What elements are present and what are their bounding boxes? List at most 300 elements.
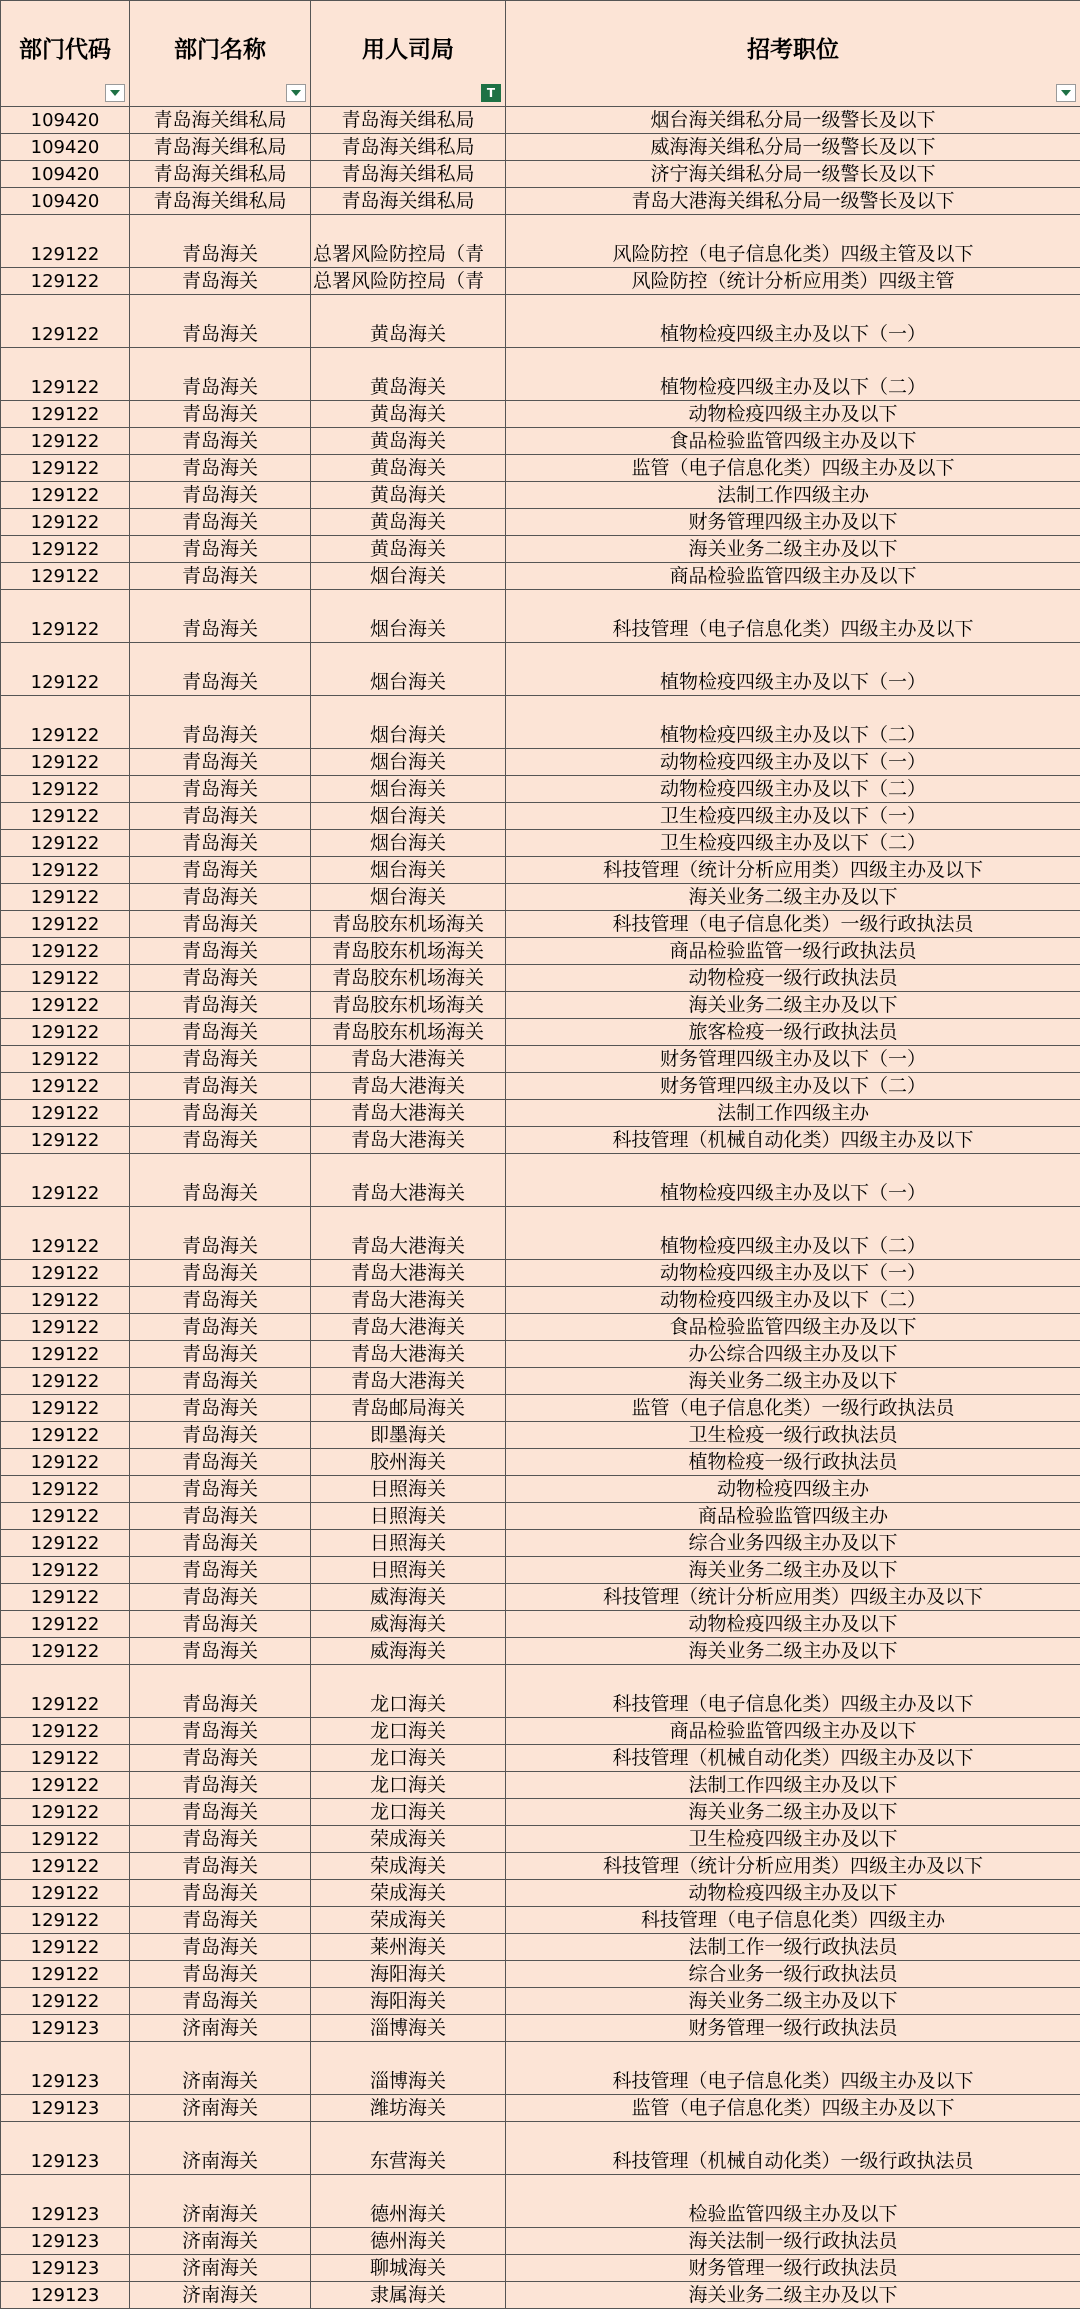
cell-dept-code[interactable]: 129123 <box>1 2282 130 2309</box>
cell-bureau[interactable]: 潍坊海关 <box>311 2095 506 2122</box>
cell-position[interactable]: 风险防控（统计分析应用类）四级主管 <box>506 268 1080 295</box>
cell-dept-name[interactable]: 青岛海关 <box>130 1584 311 1611</box>
cell-bureau[interactable]: 荣成海关 <box>311 1880 506 1907</box>
cell-dept-name[interactable]: 青岛海关 <box>130 696 311 749</box>
cell-dept-code[interactable]: 129122 <box>1 1073 130 1100</box>
cell-position[interactable]: 综合业务四级主办及以下 <box>506 1530 1080 1557</box>
cell-dept-name[interactable]: 青岛海关 <box>130 965 311 992</box>
table-row <box>1 2095 1080 2122</box>
cell-dept-code[interactable]: 109420 <box>1 188 130 215</box>
cell-position[interactable]: 济宁海关缉私分局一级警长及以下 <box>506 161 1080 188</box>
cell-bureau[interactable]: 德州海关 <box>311 2228 506 2255</box>
cell-bureau[interactable]: 青岛胶东机场海关 <box>311 911 506 938</box>
cell-position[interactable]: 动物检疫四级主办及以下 <box>506 1880 1080 1907</box>
cell-dept-name[interactable]: 青岛海关 <box>130 1557 311 1584</box>
filter-dropdown-icon[interactable] <box>286 84 306 102</box>
cell-bureau[interactable]: 龙口海关 <box>311 1745 506 1772</box>
cell-dept-code[interactable]: 129122 <box>1 1100 130 1127</box>
cell-dept-name[interactable]: 青岛海关 <box>130 1368 311 1395</box>
cell-bureau[interactable]: 青岛大港海关 <box>311 1368 506 1395</box>
cell-bureau[interactable]: 黄岛海关 <box>311 295 506 348</box>
cell-bureau[interactable]: 烟台海关 <box>311 776 506 803</box>
cell-dept-name[interactable]: 青岛海关缉私局 <box>130 161 311 188</box>
cell-position[interactable]: 植物检疫四级主办及以下（二） <box>506 696 1080 749</box>
cell-dept-code[interactable]: 129122 <box>1 1127 130 1154</box>
cell-bureau[interactable]: 青岛大港海关 <box>311 1287 506 1314</box>
cell-dept-name[interactable]: 青岛海关 <box>130 1073 311 1100</box>
cell-dept-code[interactable]: 129122 <box>1 1745 130 1772</box>
cell-position[interactable]: 植物检疫四级主办及以下（二） <box>506 348 1080 401</box>
cell-position[interactable]: 海关业务二级主办及以下 <box>506 536 1080 563</box>
table-row <box>1 1046 1080 1073</box>
cell-bureau[interactable]: 龙口海关 <box>311 1665 506 1718</box>
cell-dept-code[interactable]: 129122 <box>1 938 130 965</box>
cell-position[interactable]: 监管（电子信息化类）一级行政执法员 <box>506 1395 1080 1422</box>
cell-position[interactable]: 植物检疫四级主办及以下（一） <box>506 295 1080 348</box>
cell-dept-name[interactable]: 青岛海关 <box>130 1154 311 1207</box>
cell-dept-name[interactable]: 青岛海关 <box>130 428 311 455</box>
cell-position[interactable]: 动物检疫四级主办及以下（一） <box>506 1260 1080 1287</box>
cell-bureau[interactable]: 东营海关 <box>311 2122 506 2175</box>
cell-dept-name[interactable]: 青岛海关 <box>130 482 311 509</box>
cell-dept-name[interactable]: 济南海关 <box>130 2122 311 2175</box>
cell-dept-name[interactable]: 青岛海关 <box>130 938 311 965</box>
cell-position[interactable]: 海关业务二级主办及以下 <box>506 1638 1080 1665</box>
cell-dept-name[interactable]: 青岛海关 <box>130 268 311 295</box>
cell-dept-name[interactable]: 青岛海关 <box>130 830 311 857</box>
cell-dept-code[interactable]: 129122 <box>1 1934 130 1961</box>
table-row <box>1 1611 1080 1638</box>
cell-dept-code[interactable]: 129122 <box>1 1046 130 1073</box>
cell-dept-code[interactable]: 129122 <box>1 1638 130 1665</box>
filter-active-icon[interactable]: T <box>481 84 501 102</box>
cell-dept-code[interactable]: 129122 <box>1 1368 130 1395</box>
cell-bureau[interactable]: 青岛海关缉私局 <box>311 107 506 134</box>
cell-dept-name[interactable]: 青岛海关 <box>130 1853 311 1880</box>
cell-bureau[interactable]: 淄博海关 <box>311 2015 506 2042</box>
cell-dept-code[interactable]: 129122 <box>1 1907 130 1934</box>
cell-bureau[interactable]: 烟台海关 <box>311 563 506 590</box>
cell-position[interactable]: 法制工作四级主办及以下 <box>506 1772 1080 1799</box>
cell-dept-code[interactable]: 129122 <box>1 509 130 536</box>
cell-position[interactable]: 综合业务一级行政执法员 <box>506 1961 1080 1988</box>
table-row <box>1 1530 1080 1557</box>
cell-position[interactable]: 动物检疫四级主办及以下 <box>506 1611 1080 1638</box>
cell-bureau[interactable]: 荣成海关 <box>311 1907 506 1934</box>
cell-position[interactable]: 旅客检疫一级行政执法员 <box>506 1019 1080 1046</box>
cell-dept-code[interactable]: 129123 <box>1 2255 130 2282</box>
cell-dept-code[interactable]: 129122 <box>1 776 130 803</box>
cell-position[interactable]: 动物检疫四级主办及以下（二） <box>506 1287 1080 1314</box>
cell-position[interactable]: 科技管理（机械自动化类）四级主办及以下 <box>506 1127 1080 1154</box>
cell-position[interactable]: 财务管理四级主办及以下（二） <box>506 1073 1080 1100</box>
cell-dept-name[interactable]: 青岛海关 <box>130 884 311 911</box>
cell-dept-name[interactable]: 青岛海关缉私局 <box>130 107 311 134</box>
cell-position[interactable]: 办公综合四级主办及以下 <box>506 1341 1080 1368</box>
cell-dept-name[interactable]: 青岛海关 <box>130 1826 311 1853</box>
cell-dept-name[interactable]: 青岛海关 <box>130 1019 311 1046</box>
cell-position[interactable]: 科技管理（电子信息化类）四级主办 <box>506 1907 1080 1934</box>
cell-dept-name[interactable]: 青岛海关 <box>130 1207 311 1260</box>
cell-dept-code[interactable]: 129122 <box>1 749 130 776</box>
cell-dept-name[interactable]: 青岛海关 <box>130 1745 311 1772</box>
cell-position[interactable]: 科技管理（电子信息化类）一级行政执法员 <box>506 911 1080 938</box>
cell-position[interactable]: 植物检疫一级行政执法员 <box>506 1449 1080 1476</box>
cell-dept-code[interactable]: 129122 <box>1 1557 130 1584</box>
cell-dept-code[interactable]: 109420 <box>1 161 130 188</box>
cell-dept-name[interactable]: 青岛海关 <box>130 1988 311 2015</box>
cell-bureau[interactable]: 黄岛海关 <box>311 428 506 455</box>
cell-dept-name[interactable]: 济南海关 <box>130 2282 311 2309</box>
cell-dept-code[interactable]: 129122 <box>1 1826 130 1853</box>
cell-bureau[interactable]: 青岛胶东机场海关 <box>311 965 506 992</box>
cell-position[interactable]: 科技管理（统计分析应用类）四级主办及以下 <box>506 1853 1080 1880</box>
cell-bureau[interactable]: 烟台海关 <box>311 749 506 776</box>
cell-bureau[interactable]: 青岛大港海关 <box>311 1341 506 1368</box>
cell-bureau[interactable]: 青岛胶东机场海关 <box>311 938 506 965</box>
cell-position[interactable]: 商品检验监管四级主办及以下 <box>506 563 1080 590</box>
cell-bureau[interactable]: 海阳海关 <box>311 1988 506 2015</box>
header-bureau <box>311 1 506 107</box>
cell-position[interactable]: 科技管理（统计分析应用类）四级主办及以下 <box>506 1584 1080 1611</box>
cell-bureau[interactable]: 日照海关 <box>311 1503 506 1530</box>
cell-dept-name[interactable]: 青岛海关 <box>130 1530 311 1557</box>
cell-bureau[interactable]: 黄岛海关 <box>311 455 506 482</box>
cell-bureau[interactable]: 威海海关 <box>311 1638 506 1665</box>
cell-dept-code[interactable]: 129122 <box>1 992 130 1019</box>
cell-position[interactable]: 动物检疫四级主办及以下（一） <box>506 749 1080 776</box>
cell-bureau[interactable]: 烟台海关 <box>311 643 506 696</box>
cell-dept-code[interactable]: 129122 <box>1 1314 130 1341</box>
cell-bureau[interactable]: 青岛大港海关 <box>311 1127 506 1154</box>
cell-position[interactable]: 动物检疫四级主办及以下（二） <box>506 776 1080 803</box>
cell-dept-code[interactable]: 129122 <box>1 1449 130 1476</box>
cell-bureau[interactable]: 青岛大港海关 <box>311 1207 506 1260</box>
cell-dept-code[interactable]: 129122 <box>1 1530 130 1557</box>
cell-dept-code[interactable]: 129122 <box>1 1287 130 1314</box>
cell-dept-name[interactable]: 青岛海关 <box>130 1611 311 1638</box>
cell-dept-name[interactable]: 青岛海关 <box>130 643 311 696</box>
table-row <box>1 1880 1080 1907</box>
cell-dept-code[interactable]: 129122 <box>1 1961 130 1988</box>
cell-dept-name[interactable]: 青岛海关 <box>130 776 311 803</box>
cell-position[interactable]: 海关业务二级主办及以下 <box>506 1557 1080 1584</box>
cell-bureau[interactable]: 青岛大港海关 <box>311 1046 506 1073</box>
cell-position[interactable]: 动物检疫一级行政执法员 <box>506 965 1080 992</box>
cell-position[interactable]: 科技管理（机械自动化类）四级主办及以下 <box>506 1745 1080 1772</box>
cell-bureau[interactable]: 黄岛海关 <box>311 509 506 536</box>
cell-bureau[interactable]: 烟台海关 <box>311 696 506 749</box>
cell-bureau[interactable]: 聊城海关 <box>311 2255 506 2282</box>
cell-bureau[interactable]: 莱州海关 <box>311 1934 506 1961</box>
cell-position[interactable]: 商品检验监管四级主办 <box>506 1503 1080 1530</box>
cell-bureau[interactable]: 德州海关 <box>311 2175 506 2228</box>
cell-position[interactable]: 检验监管四级主办及以下 <box>506 2175 1080 2228</box>
cell-dept-name[interactable]: 青岛海关 <box>130 1718 311 1745</box>
table-row <box>1 643 1080 696</box>
cell-position[interactable]: 科技管理（统计分析应用类）四级主办及以下 <box>506 857 1080 884</box>
table-row <box>1 938 1080 965</box>
cell-dept-name[interactable]: 济南海关 <box>130 2042 311 2095</box>
cell-dept-code[interactable]: 129122 <box>1 295 130 348</box>
cell-dept-name[interactable]: 青岛海关 <box>130 1961 311 1988</box>
cell-bureau[interactable]: 日照海关 <box>311 1476 506 1503</box>
cell-bureau[interactable]: 青岛大港海关 <box>311 1100 506 1127</box>
cell-bureau[interactable]: 海阳海关 <box>311 1961 506 1988</box>
filter-dropdown-icon[interactable] <box>105 84 125 102</box>
cell-bureau[interactable]: 胶州海关 <box>311 1449 506 1476</box>
cell-dept-name[interactable]: 青岛海关 <box>130 1449 311 1476</box>
cell-bureau[interactable]: 烟台海关 <box>311 884 506 911</box>
cell-bureau[interactable]: 日照海关 <box>311 1530 506 1557</box>
cell-dept-code[interactable]: 129122 <box>1 911 130 938</box>
cell-bureau[interactable]: 龙口海关 <box>311 1799 506 1826</box>
cell-bureau[interactable]: 青岛大港海关 <box>311 1314 506 1341</box>
cell-dept-code[interactable]: 129122 <box>1 830 130 857</box>
cell-position[interactable]: 动物检疫四级主办 <box>506 1476 1080 1503</box>
cell-dept-name[interactable]: 青岛海关 <box>130 1046 311 1073</box>
cell-dept-code[interactable]: 129122 <box>1 268 130 295</box>
cell-bureau[interactable]: 黄岛海关 <box>311 348 506 401</box>
cell-dept-code[interactable]: 129122 <box>1 536 130 563</box>
cell-position[interactable]: 植物检疫四级主办及以下（一） <box>506 643 1080 696</box>
cell-dept-code[interactable]: 129122 <box>1 401 130 428</box>
cell-dept-code[interactable]: 129122 <box>1 482 130 509</box>
cell-dept-name[interactable]: 青岛海关 <box>130 1476 311 1503</box>
cell-bureau[interactable]: 青岛海关缉私局 <box>311 134 506 161</box>
cell-dept-code[interactable]: 129122 <box>1 1718 130 1745</box>
cell-position[interactable]: 青岛大港海关缉私分局一级警长及以下 <box>506 188 1080 215</box>
cell-bureau[interactable]: 威海海关 <box>311 1584 506 1611</box>
cell-dept-name[interactable]: 济南海关 <box>130 2095 311 2122</box>
cell-dept-code[interactable]: 109420 <box>1 107 130 134</box>
cell-bureau[interactable]: 荣成海关 <box>311 1853 506 1880</box>
cell-position[interactable]: 财务管理一级行政执法员 <box>506 2015 1080 2042</box>
cell-dept-name[interactable]: 青岛海关 <box>130 1100 311 1127</box>
cell-bureau[interactable]: 青岛胶东机场海关 <box>311 992 506 1019</box>
cell-bureau[interactable]: 青岛海关缉私局 <box>311 188 506 215</box>
cell-position[interactable]: 商品检验监管四级主办及以下 <box>506 1718 1080 1745</box>
cell-bureau[interactable]: 烟台海关 <box>311 803 506 830</box>
cell-dept-name[interactable]: 青岛海关 <box>130 1395 311 1422</box>
cell-dept-code[interactable]: 129122 <box>1 1395 130 1422</box>
cell-dept-code[interactable]: 129122 <box>1 1154 130 1207</box>
cell-position[interactable]: 海关法制一级行政执法员 <box>506 2228 1080 2255</box>
cell-position[interactable]: 财务管理一级行政执法员 <box>506 2255 1080 2282</box>
cell-position[interactable]: 科技管理（电子信息化类）四级主办及以下 <box>506 590 1080 643</box>
cell-dept-code[interactable]: 129122 <box>1 1611 130 1638</box>
cell-dept-name[interactable]: 青岛海关 <box>130 803 311 830</box>
cell-bureau[interactable]: 龙口海关 <box>311 1718 506 1745</box>
filter-dropdown-icon[interactable] <box>1056 84 1076 102</box>
cell-bureau[interactable]: 淄博海关 <box>311 2042 506 2095</box>
cell-dept-name[interactable]: 青岛海关缉私局 <box>130 134 311 161</box>
cell-position[interactable]: 烟台海关缉私分局一级警长及以下 <box>506 107 1080 134</box>
cell-dept-code[interactable]: 129122 <box>1 965 130 992</box>
cell-dept-name[interactable]: 青岛海关 <box>130 911 311 938</box>
cell-position[interactable]: 植物检疫四级主办及以下（二） <box>506 1207 1080 1260</box>
cell-bureau[interactable]: 总署风险防控局（青 <box>311 268 506 295</box>
cell-position[interactable]: 法制工作四级主办 <box>506 1100 1080 1127</box>
cell-dept-name[interactable]: 济南海关 <box>130 2015 311 2042</box>
table-row <box>1 188 1080 215</box>
cell-bureau[interactable]: 青岛胶东机场海关 <box>311 1019 506 1046</box>
cell-bureau[interactable]: 烟台海关 <box>311 857 506 884</box>
cell-position[interactable]: 食品检验监管四级主办及以下 <box>506 1314 1080 1341</box>
cell-dept-code[interactable]: 129122 <box>1 1019 130 1046</box>
cell-dept-name[interactable]: 青岛海关 <box>130 348 311 401</box>
cell-dept-code[interactable]: 129123 <box>1 2122 130 2175</box>
cell-dept-name[interactable]: 青岛海关 <box>130 1127 311 1154</box>
cell-position[interactable]: 法制工作四级主办 <box>506 482 1080 509</box>
cell-position[interactable]: 海关业务二级主办及以下 <box>506 992 1080 1019</box>
cell-position[interactable]: 监管（电子信息化类）四级主办及以下 <box>506 455 1080 482</box>
cell-position[interactable]: 海关业务二级主办及以下 <box>506 2282 1080 2309</box>
cell-dept-code[interactable]: 129123 <box>1 2095 130 2122</box>
cell-dept-name[interactable]: 青岛海关 <box>130 1260 311 1287</box>
cell-bureau[interactable]: 青岛大港海关 <box>311 1154 506 1207</box>
cell-bureau[interactable]: 青岛大港海关 <box>311 1260 506 1287</box>
cell-dept-code[interactable]: 129122 <box>1 696 130 749</box>
cell-dept-code[interactable]: 129122 <box>1 1476 130 1503</box>
cell-dept-code[interactable]: 129122 <box>1 1422 130 1449</box>
cell-position[interactable]: 动物检疫四级主办及以下 <box>506 401 1080 428</box>
cell-dept-name[interactable]: 青岛海关 <box>130 1341 311 1368</box>
cell-dept-code[interactable]: 129122 <box>1 857 130 884</box>
cell-dept-code[interactable]: 129122 <box>1 1988 130 2015</box>
header-position <box>506 1 1080 107</box>
cell-bureau[interactable]: 隶属海关 <box>311 2282 506 2309</box>
cell-bureau[interactable]: 总署风险防控局（青 <box>311 215 506 268</box>
cell-bureau[interactable]: 黄岛海关 <box>311 536 506 563</box>
cell-dept-name[interactable]: 青岛海关 <box>130 1934 311 1961</box>
cell-dept-name[interactable]: 济南海关 <box>130 2175 311 2228</box>
cell-dept-name[interactable]: 青岛海关 <box>130 563 311 590</box>
cell-dept-name[interactable]: 青岛海关 <box>130 295 311 348</box>
cell-dept-code[interactable]: 129122 <box>1 1584 130 1611</box>
table-row <box>1 1395 1080 1422</box>
header-label: 部门名称 <box>174 36 266 63</box>
cell-position[interactable]: 科技管理（电子信息化类）四级主办及以下 <box>506 1665 1080 1718</box>
cell-position[interactable]: 海关业务二级主办及以下 <box>506 1988 1080 2015</box>
cell-dept-code[interactable]: 129122 <box>1 1341 130 1368</box>
cell-bureau[interactable]: 荣成海关 <box>311 1826 506 1853</box>
cell-dept-name[interactable]: 青岛海关 <box>130 1799 311 1826</box>
cell-position[interactable]: 商品检验监管一级行政执法员 <box>506 938 1080 965</box>
cell-dept-name[interactable]: 青岛海关 <box>130 1503 311 1530</box>
cell-dept-code[interactable]: 129123 <box>1 2042 130 2095</box>
cell-dept-code[interactable]: 129122 <box>1 1207 130 1260</box>
cell-bureau[interactable]: 青岛邮局海关 <box>311 1395 506 1422</box>
cell-dept-code[interactable]: 129122 <box>1 1772 130 1799</box>
cell-bureau[interactable]: 烟台海关 <box>311 590 506 643</box>
cell-position[interactable]: 科技管理（电子信息化类）四级主办及以下 <box>506 2042 1080 2095</box>
table-row <box>1 992 1080 1019</box>
cell-dept-code[interactable]: 129122 <box>1 215 130 268</box>
cell-position[interactable]: 科技管理（机械自动化类）一级行政执法员 <box>506 2122 1080 2175</box>
cell-dept-name[interactable]: 青岛海关 <box>130 455 311 482</box>
cell-position[interactable]: 卫生检疫四级主办及以下（二） <box>506 830 1080 857</box>
cell-dept-code[interactable]: 129122 <box>1 1665 130 1718</box>
table-row <box>1 1449 1080 1476</box>
cell-dept-name[interactable]: 青岛海关 <box>130 509 311 536</box>
cell-position[interactable]: 风险防控（电子信息化类）四级主管及以下 <box>506 215 1080 268</box>
cell-dept-name[interactable]: 青岛海关 <box>130 857 311 884</box>
cell-bureau[interactable]: 黄岛海关 <box>311 482 506 509</box>
cell-position[interactable]: 植物检疫四级主办及以下（一） <box>506 1154 1080 1207</box>
cell-dept-code[interactable]: 109420 <box>1 134 130 161</box>
cell-dept-code[interactable]: 129122 <box>1 563 130 590</box>
cell-dept-name[interactable]: 青岛海关 <box>130 401 311 428</box>
cell-dept-code[interactable]: 129122 <box>1 1503 130 1530</box>
cell-position[interactable]: 食品检验监管四级主办及以下 <box>506 428 1080 455</box>
cell-dept-name[interactable]: 青岛海关 <box>130 215 311 268</box>
cell-dept-code[interactable]: 129122 <box>1 348 130 401</box>
cell-dept-code[interactable]: 129122 <box>1 455 130 482</box>
table-row <box>1 1422 1080 1449</box>
cell-dept-name[interactable]: 青岛海关 <box>130 1907 311 1934</box>
cell-bureau[interactable]: 烟台海关 <box>311 830 506 857</box>
cell-dept-code[interactable]: 129123 <box>1 2175 130 2228</box>
cell-position[interactable]: 财务管理四级主办及以下（一） <box>506 1046 1080 1073</box>
cell-dept-code[interactable]: 129122 <box>1 1799 130 1826</box>
cell-bureau[interactable]: 龙口海关 <box>311 1772 506 1799</box>
cell-position[interactable]: 卫生检疫四级主办及以下（一） <box>506 803 1080 830</box>
table-row <box>1 215 1080 268</box>
cell-dept-name[interactable]: 青岛海关 <box>130 1422 311 1449</box>
cell-bureau[interactable]: 日照海关 <box>311 1557 506 1584</box>
cell-dept-code[interactable]: 129122 <box>1 1853 130 1880</box>
cell-dept-code[interactable]: 129123 <box>1 2015 130 2042</box>
cell-dept-name[interactable]: 青岛海关 <box>130 1665 311 1718</box>
cell-dept-name[interactable]: 青岛海关 <box>130 536 311 563</box>
cell-dept-code[interactable]: 129122 <box>1 590 130 643</box>
cell-position[interactable]: 海关业务二级主办及以下 <box>506 1799 1080 1826</box>
cell-position[interactable]: 威海海关缉私分局一级警长及以下 <box>506 134 1080 161</box>
cell-dept-name[interactable]: 济南海关 <box>130 2255 311 2282</box>
cell-dept-name[interactable]: 青岛海关缉私局 <box>130 188 311 215</box>
cell-dept-code[interactable]: 129122 <box>1 643 130 696</box>
cell-bureau[interactable]: 即墨海关 <box>311 1422 506 1449</box>
cell-position[interactable]: 卫生检疫一级行政执法员 <box>506 1422 1080 1449</box>
cell-dept-code[interactable]: 129122 <box>1 884 130 911</box>
cell-bureau[interactable]: 黄岛海关 <box>311 401 506 428</box>
cell-dept-name[interactable]: 济南海关 <box>130 2228 311 2255</box>
cell-dept-name[interactable]: 青岛海关 <box>130 1880 311 1907</box>
cell-dept-code[interactable]: 129122 <box>1 803 130 830</box>
cell-dept-name[interactable]: 青岛海关 <box>130 749 311 776</box>
cell-bureau[interactable]: 威海海关 <box>311 1611 506 1638</box>
cell-dept-name[interactable]: 青岛海关 <box>130 1287 311 1314</box>
cell-position[interactable]: 海关业务二级主办及以下 <box>506 884 1080 911</box>
cell-dept-code[interactable]: 129122 <box>1 1880 130 1907</box>
cell-position[interactable]: 法制工作一级行政执法员 <box>506 1934 1080 1961</box>
cell-position[interactable]: 财务管理四级主办及以下 <box>506 509 1080 536</box>
cell-dept-code[interactable]: 129122 <box>1 428 130 455</box>
cell-dept-code[interactable]: 129123 <box>1 2228 130 2255</box>
cell-dept-name[interactable]: 青岛海关 <box>130 590 311 643</box>
cell-dept-name[interactable]: 青岛海关 <box>130 1638 311 1665</box>
cell-position[interactable]: 海关业务二级主办及以下 <box>506 1368 1080 1395</box>
cell-bureau[interactable]: 青岛海关缉私局 <box>311 161 506 188</box>
cell-position[interactable]: 卫生检疫四级主办及以下 <box>506 1826 1080 1853</box>
cell-dept-name[interactable]: 青岛海关 <box>130 992 311 1019</box>
cell-dept-name[interactable]: 青岛海关 <box>130 1314 311 1341</box>
cell-bureau[interactable]: 青岛大港海关 <box>311 1073 506 1100</box>
cell-position[interactable]: 监管（电子信息化类）四级主办及以下 <box>506 2095 1080 2122</box>
cell-dept-code[interactable]: 129122 <box>1 1260 130 1287</box>
cell-dept-name[interactable]: 青岛海关 <box>130 1772 311 1799</box>
